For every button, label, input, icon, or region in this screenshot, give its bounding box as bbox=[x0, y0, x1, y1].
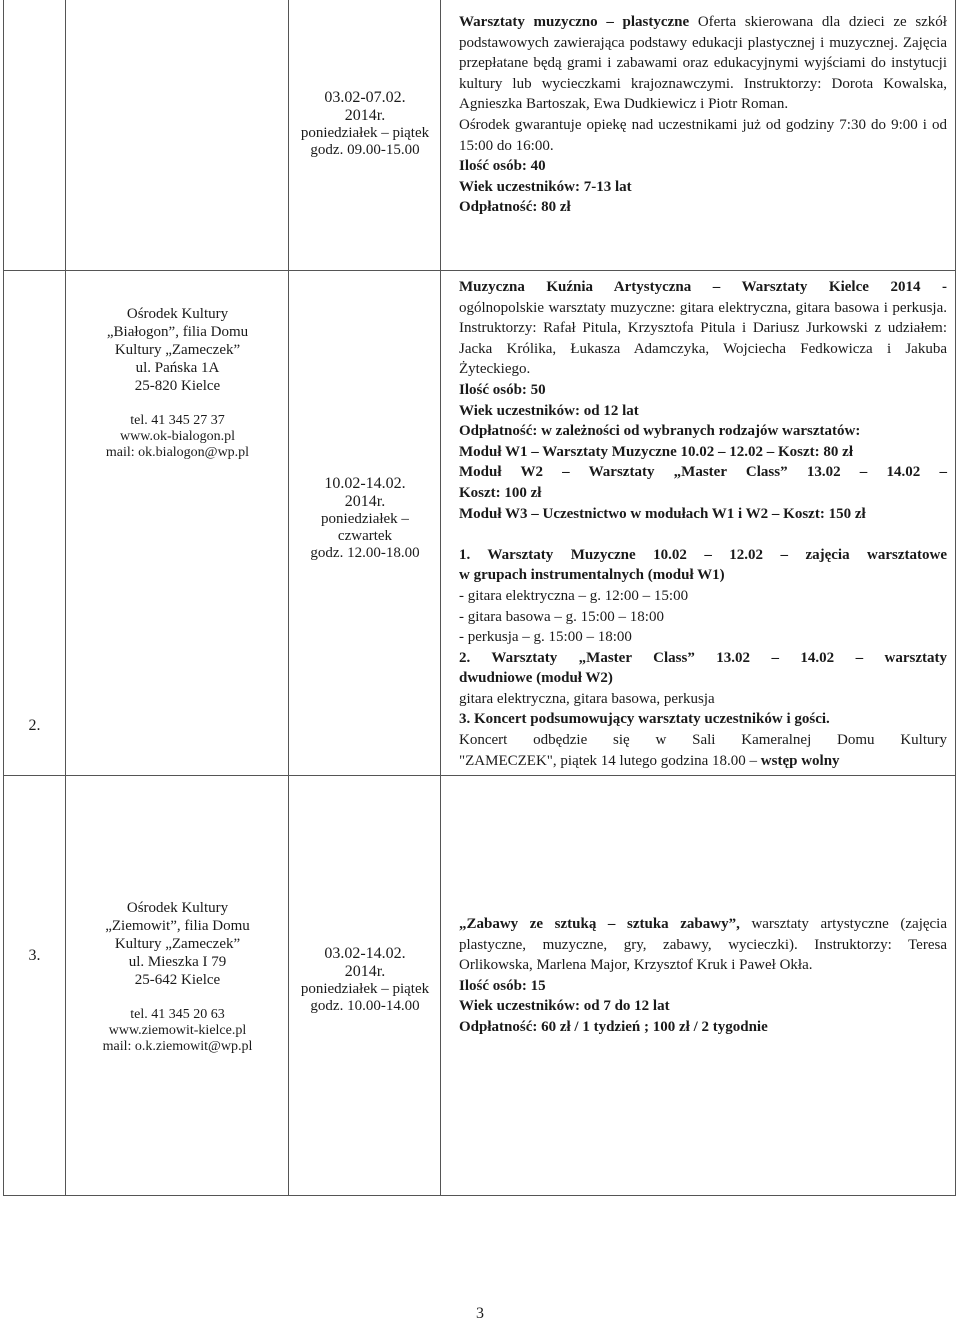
care-text: Ośrodek gwarantuje opiekę nad uczestnikami już od godziny 7:30 do 9:00 i od 15:00 do 16:00. bbox=[459, 116, 947, 154]
dates-block bbox=[289, 475, 441, 562]
module-w3: Moduł W3 – Uczestnictwo w modułach W1 i W2 – Koszt: 150 zł bbox=[459, 505, 866, 522]
description bbox=[459, 12, 947, 218]
venue-name: „Białogon”, filia Domu bbox=[106, 324, 249, 340]
row-number-cell bbox=[3, 0, 66, 270]
venue-block bbox=[66, 305, 289, 461]
concert-text: "ZAMECZEK", piątek 14 lutego godzina 18.00 – bbox=[459, 752, 761, 769]
venue-name: Ośrodek Kultury bbox=[126, 900, 229, 916]
venue-street: ul. Pańska 1A bbox=[135, 360, 220, 376]
schedule-item: - gitara elektryczna – g. 12:00 – 15:00 bbox=[459, 587, 689, 604]
schedule-heading: w grupach instrumentalnych (moduł W1) bbox=[459, 567, 725, 584]
row-number: 3. bbox=[28, 947, 41, 964]
date-year: 2014r. bbox=[344, 963, 386, 980]
free-entry: wstęp wolny bbox=[760, 752, 840, 769]
venue-name: Kultury „Zameczek” bbox=[114, 936, 241, 952]
venue-cell bbox=[66, 0, 289, 270]
date-days: poniedziałek – piątek bbox=[300, 981, 430, 997]
venue-city: 25-642 Kielce bbox=[134, 972, 221, 988]
date-days: poniedziałek – piątek bbox=[300, 125, 430, 141]
schedule-heading: 1. Warsztaty Muzyczne 10.02 – 12.02 – zajęcia warsztatowe bbox=[459, 546, 947, 563]
date-range: 03.02-14.02. bbox=[324, 945, 406, 962]
workshop-title: Warsztaty muzyczno – plastyczne bbox=[459, 14, 690, 30]
module-w2-cost: Koszt: 100 zł bbox=[459, 484, 542, 501]
table-row bbox=[3, 270, 956, 775]
page-number: 3 bbox=[476, 1305, 484, 1322]
participant-age: Wiek uczestników: 7-13 lat bbox=[459, 178, 632, 195]
module-w2: Moduł W2 – Warsztaty „Master Class” 13.02 – 14.02 – bbox=[459, 464, 947, 481]
workshop-text: Oferta skierowana dla dzieci ze szkół podstawowych zawierająca podstawy edukacji plastycznej i muzycznej. Zajęcia przepłatane będą grami i zabawami oraz edukacyjnymi wyjściami do instytucji kultury lub wycieczkami krajoznawczymi. Instruktorzy: Dorota Kowalska, Agnieszka Bartoszak, Ewa Dudkiewicz i Piotr Roman. bbox=[459, 14, 947, 113]
participant-age: Wiek uczestników: od 12 lat bbox=[459, 402, 639, 419]
schedule-heading: dwudniowe (moduł W2) bbox=[459, 670, 613, 687]
dates-cell bbox=[289, 270, 441, 775]
venue-cell bbox=[66, 270, 289, 775]
module-w1: Moduł W1 – Warsztaty Muzyczne 10.02 – 12.02 – Koszt: 80 zł bbox=[459, 443, 853, 460]
schedule-item: - gitara basowa – g. 15:00 – 18:00 bbox=[459, 608, 664, 625]
venue-name: Ośrodek Kultury bbox=[126, 306, 229, 322]
workshop-title: „Zabawy ze sztuką – sztuka zabawy”, bbox=[459, 916, 740, 932]
description-cell bbox=[441, 0, 956, 270]
table-bottom-border bbox=[3, 1195, 956, 1196]
description bbox=[459, 914, 947, 1038]
date-hours: godz. 09.00-15.00 bbox=[310, 142, 420, 158]
description-cell bbox=[441, 270, 956, 775]
dates-block bbox=[289, 945, 441, 1015]
dates-cell bbox=[289, 775, 441, 1195]
venue-email[interactable]: mail: o.k.ziemowit@wp.pl bbox=[102, 1039, 253, 1054]
venue-phone: tel. 41 345 27 37 bbox=[130, 413, 225, 428]
venue-email[interactable]: mail: ok.bialogon@wp.pl bbox=[105, 445, 250, 460]
fee: Odpłatność: 60 zł / 1 tydzień ; 100 zł / 2 tygodnie bbox=[459, 1018, 768, 1035]
description bbox=[459, 277, 947, 771]
venue-website[interactable]: www.ziemowit-kielce.pl bbox=[108, 1023, 247, 1038]
venue-website[interactable]: www.ok-bialogon.pl bbox=[120, 429, 235, 444]
people-count: Ilość osób: 50 bbox=[459, 381, 546, 398]
fee: Odpłatność: 80 zł bbox=[459, 199, 571, 216]
date-hours: godz. 10.00-14.00 bbox=[310, 998, 420, 1014]
venue-city: 25-820 Kielce bbox=[134, 378, 221, 394]
table-row bbox=[3, 775, 956, 1195]
schedule-heading: 2. Warsztaty „Master Class” 13.02 – 14.02 – warsztaty bbox=[459, 649, 947, 666]
venue-block bbox=[66, 899, 289, 1055]
dates-block bbox=[289, 89, 441, 159]
date-range: 10.02-14.02. bbox=[324, 475, 406, 492]
schedule-heading: 3. Koncert podsumowujący warsztaty uczestników i gości. bbox=[459, 711, 830, 728]
workshop-text: ogólnopolskie warsztaty muzyczne: gitara elektryczna, gitara basowa i perkusja. Instruktorzy: Rafał Pitula, Krzysztofa Pitula i Dariusz Jurkowski z udziałem: Jacka Królika, Łukasza Adamczyka, Wojciecha Fedkowicza i Jakuba Żyteckiego. bbox=[459, 299, 947, 378]
schedule-item: gitara elektryczna, gitara basowa, perkusja bbox=[459, 690, 715, 707]
participant-age: Wiek uczestników: od 7 do 12 lat bbox=[459, 998, 670, 1015]
date-days: poniedziałek – bbox=[321, 511, 409, 527]
venue-phone: tel. 41 345 20 63 bbox=[130, 1007, 225, 1022]
workshop-text: warsztaty artystyczne (zajęcia plastyczne, muzyczne, gry, zabawy, wycieczki). Instruktorzy: Teresa Orlikowska, Marlena Major, Krzysztof Kruk i Paweł Okła. bbox=[459, 916, 948, 974]
date-year: 2014r. bbox=[344, 107, 386, 124]
row-number-cell bbox=[3, 270, 66, 775]
people-count: Ilość osób: 15 bbox=[459, 977, 546, 994]
date-days: czwartek bbox=[337, 528, 393, 544]
venue-street: ul. Mieszka I 79 bbox=[128, 954, 227, 970]
row-number: 2. bbox=[28, 717, 41, 734]
dates-cell bbox=[289, 0, 441, 270]
concert-text: Koncert odbędzie się w Sali Kameralnej Domu Kultury bbox=[459, 732, 947, 749]
table-row bbox=[3, 0, 956, 270]
description-cell bbox=[441, 775, 956, 1195]
date-range: 03.02-07.02. bbox=[324, 89, 406, 106]
row-number-cell bbox=[3, 775, 66, 1195]
date-hours: godz. 12.00-18.00 bbox=[310, 545, 420, 561]
workshop-title: Muzyczna Kuźnia Artystyczna – Warsztaty Kielce 2014 - bbox=[459, 279, 947, 295]
people-count: Ilość osób: 40 bbox=[459, 158, 546, 175]
schedule-item: - perkusja – g. 15:00 – 18:00 bbox=[459, 629, 632, 646]
fee: Odpłatność: w zależności od wybranych rodzajów warsztatów: bbox=[459, 423, 861, 440]
venue-name: Kultury „Zameczek” bbox=[114, 342, 241, 358]
date-year: 2014r. bbox=[344, 493, 386, 510]
venue-cell bbox=[66, 775, 289, 1195]
venue-name: „Ziemowit”, filia Domu bbox=[105, 918, 250, 934]
